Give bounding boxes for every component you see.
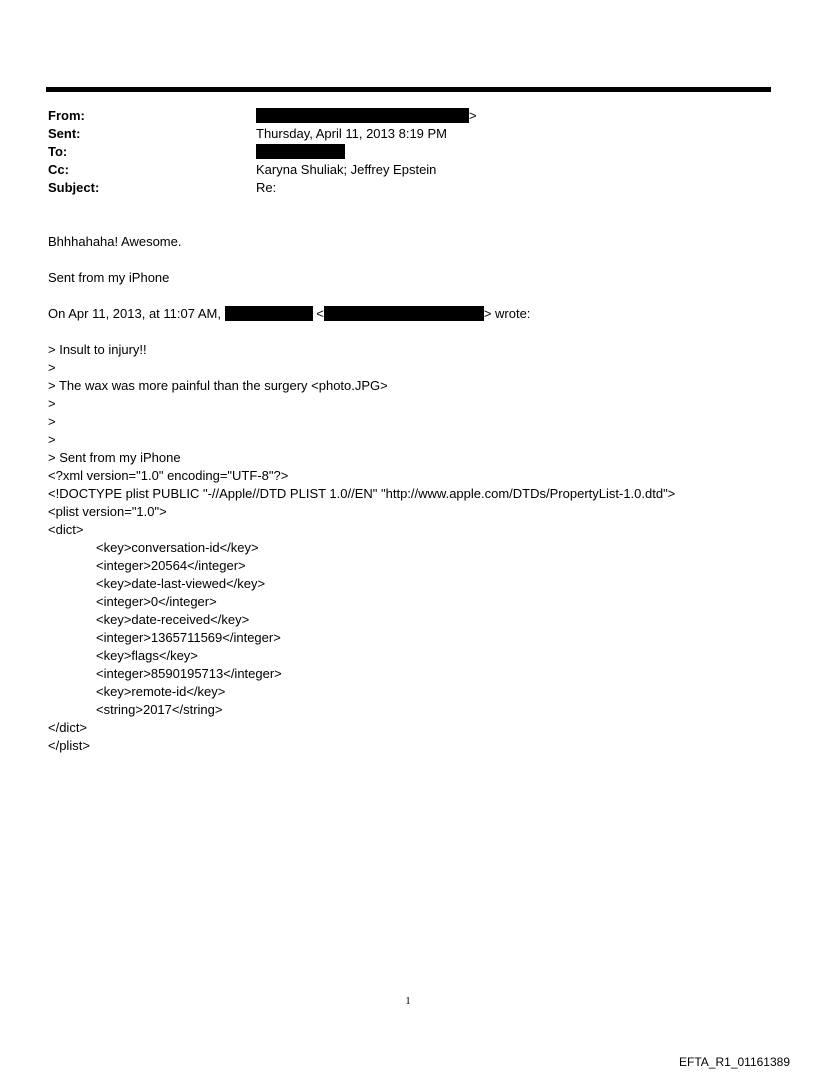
quoted-line: > Sent from my iPhone	[48, 450, 181, 465]
quoted-line: >	[48, 432, 56, 447]
from-label: From:	[48, 108, 85, 123]
dict-line: <key>conversation-id</key>	[96, 540, 259, 555]
xml-line: <!DOCTYPE plist PUBLIC "-//Apple//DTD PLIST 1.0//EN" "http://www.apple.com/DTDs/PropertyList-1.0.dtd">	[48, 486, 676, 501]
plist-xml	[48, 467, 788, 755]
quoted-message	[48, 341, 788, 467]
dict-line: <key>date-received</key>	[96, 612, 250, 627]
dict-line: <integer>1365711569</integer>	[96, 630, 281, 645]
quoted-line: >	[48, 396, 56, 411]
sent-value: Thursday, April 11, 2013 8:19 PM	[256, 126, 448, 141]
dict-line: <key>remote-id</key>	[96, 684, 226, 699]
subject-value: Re:	[256, 180, 277, 195]
xml-line: <plist version="1.0">	[48, 504, 167, 519]
quoted-line: >	[48, 414, 56, 429]
dict-line: <integer>8590195713</integer>	[96, 666, 282, 681]
quoted-line: >	[48, 360, 56, 375]
header-rule	[46, 87, 771, 92]
page-number: 1	[405, 995, 411, 1007]
sender-name-redaction	[225, 306, 313, 321]
dict-line: <integer>20564</integer>	[96, 558, 246, 573]
to-redaction	[256, 144, 345, 159]
document-id: EFTA_R1_01161389	[679, 1055, 790, 1069]
to-label: To:	[48, 144, 68, 159]
cc-value: Karyna Shuliak; Jeffrey Epstein	[256, 162, 437, 177]
dict-line: <string>2017</string>	[96, 702, 223, 717]
dict-line: <key>flags</key>	[96, 648, 198, 663]
from-redaction	[256, 108, 469, 123]
signature: Sent from my iPhone	[48, 270, 170, 285]
xml-closing-line: </dict>	[48, 720, 88, 735]
quoted-line: > Insult to injury!!	[48, 342, 147, 357]
cc-label: Cc:	[48, 162, 69, 177]
from-suffix: >	[469, 108, 477, 123]
xml-closing-line: </plist>	[48, 738, 90, 753]
subject-label: Subject:	[48, 180, 100, 195]
dict-line: <integer>0</integer>	[96, 594, 217, 609]
dict-line: <key>date-last-viewed</key>	[96, 576, 266, 591]
sender-email-redaction	[324, 306, 484, 321]
quote-intro: On Apr 11, 2013, at 11:07 AM, < > wrote:	[48, 306, 531, 321]
email-body	[48, 233, 788, 755]
greeting: Bhhhahaha! Awesome.	[48, 234, 182, 249]
xml-line: <dict>	[48, 522, 84, 537]
quoted-line: > The wax was more painful than the surgery <photo.JPG>	[48, 378, 388, 393]
sent-label: Sent:	[48, 126, 81, 141]
xml-line: <?xml version="1.0" encoding="UTF-8"?>	[48, 468, 289, 483]
